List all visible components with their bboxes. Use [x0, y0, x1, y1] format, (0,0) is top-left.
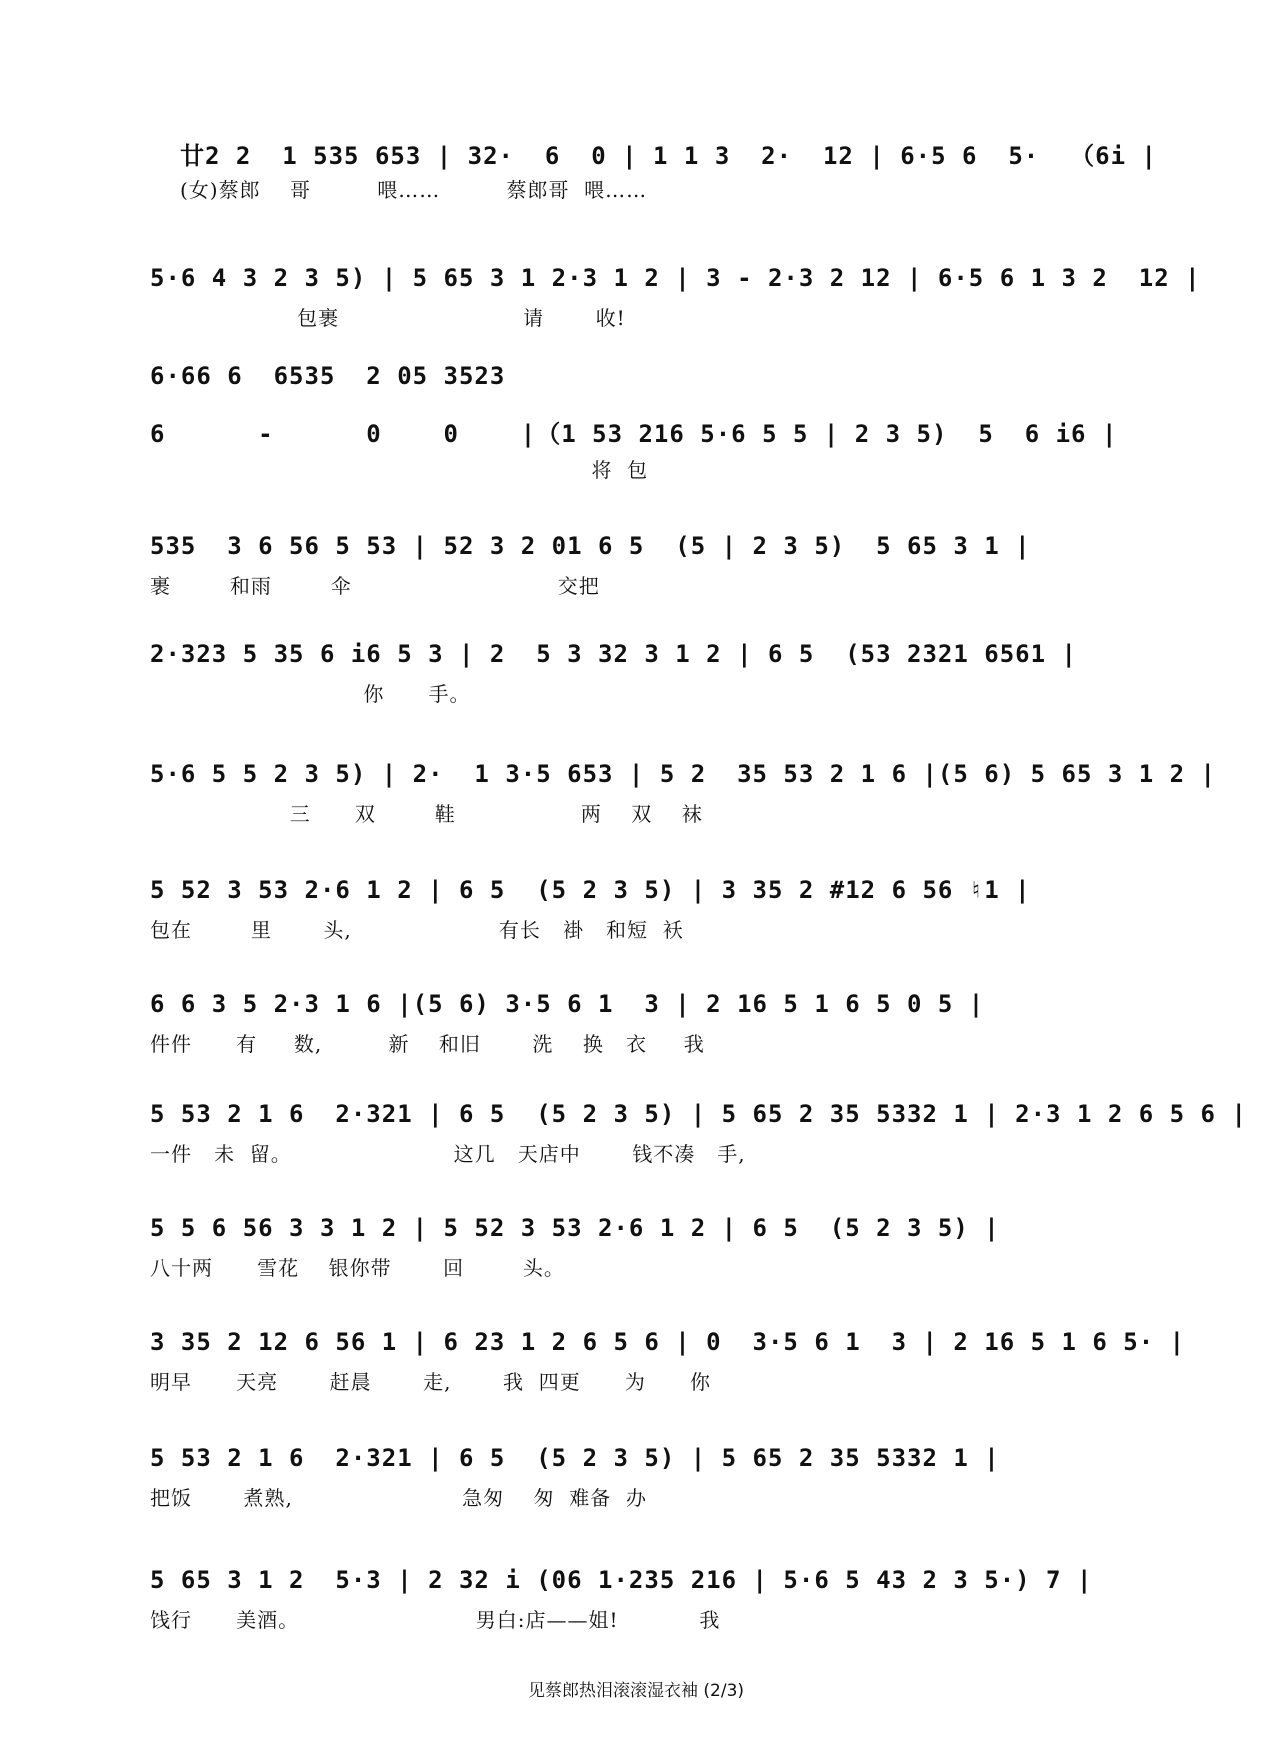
notes-line: 3 35 2 12 6 56 1 | 6 23 1 2 6 5 6 | 0 3·5 6 1 3 | 2 16 5 1 6 5· |	[150, 1328, 1186, 1356]
notes-line: 2·323 5 35 6 i6 5 3 | 2 5 3 32 3 1 2 | 6 5 (53 2321 6561 |	[150, 640, 1077, 668]
notes-line-upper: 6·66 6 6535 2 05 3523	[150, 362, 506, 390]
notes-line: 6 6 3 5 2·3 1 6 |(5 6) 3·5 6 1 3 | 2 16 5 1 6 5 0 5 |	[150, 990, 985, 1018]
lyrics-line: 明早 天亮 赶晨 走, 我 四更 为 你	[150, 1370, 712, 1394]
lyrics-line: 裹 和雨 伞 交把	[150, 574, 600, 598]
lyrics-line: 你 手。	[150, 682, 471, 706]
score-system-1	[180, 136, 1160, 216]
lyrics-line: (女)蔡郎 哥 喂…… 蔡郎哥 喂……	[180, 178, 648, 202]
score-system-9	[150, 1100, 1247, 1180]
score-system-2	[150, 264, 1201, 344]
lyrics-line: 包裹 请 收!	[150, 306, 626, 330]
lyrics-line: 将 包	[150, 458, 649, 482]
score-system-8	[150, 990, 1130, 1070]
notes-line: 5·6 4 3 2 3 5) | 5 65 3 1 2·3 1 2 | 3 - 2·3 2 12 | 6·5 6 1 3 2 12 |	[150, 264, 1201, 292]
notes-line-lower: 6 - 0 0 |（1 53 216 5·6 5 5 | 2 3 5) 5 6 i6 |	[150, 420, 1118, 448]
score-system-6	[150, 760, 1216, 840]
lyrics-line: 八十两 雪花 银你带 回 头。	[150, 1256, 565, 1280]
lyrics-line: 饯行 美酒。 男白:店——姐! 我	[150, 1608, 721, 1632]
lyrics-line: 把饭 煮熟, 急匆 匆 难备 办	[150, 1486, 647, 1510]
score-system-7	[150, 876, 1130, 956]
notes-line: 5 5 6 56 3 3 1 2 | 5 52 3 53 2·6 1 2 | 6 5 (5 2 3 5) |	[150, 1214, 1000, 1242]
notes-line: 廿2 2 1 535 653 | 32· 6 0 | 1 1 3 2· 12 | 6·5 6 5· （6i |	[180, 142, 1157, 170]
page-footer: 见蔡郎热泪滚滚湿衣袖 (2/3)	[527, 1681, 745, 1701]
lyrics-line: 一件 未 留。 这几 天店中 钱不凑 手,	[150, 1142, 746, 1166]
score-system-12	[150, 1444, 1130, 1524]
score-system-13	[150, 1566, 1130, 1646]
lyrics-line: 件件 有 数, 新 和旧 洗 换 衣 我	[150, 1032, 705, 1056]
notes-line: 535 3 6 56 5 53 | 52 3 2 01 6 5 (5 | 2 3 5) 5 65 3 1 |	[150, 532, 1031, 560]
score-system-3	[150, 362, 1130, 482]
score-system-5	[150, 640, 1130, 720]
score-system-10	[150, 1214, 1130, 1294]
notes-line: 5 52 3 53 2·6 1 2 | 6 5 (5 2 3 5) | 3 35 2 #12 6 56 ♮1 |	[150, 876, 1031, 904]
notes-line: 5·6 5 5 2 3 5) | 2· 1 3·5 653 | 5 2 35 53 2 1 6 |(5 6) 5 65 3 1 2 |	[150, 760, 1216, 788]
lyrics-line: 包在 里 头, 有长 褂 和短 袄	[150, 918, 684, 942]
score-system-4	[150, 532, 1130, 612]
notes-line: 5 65 3 1 2 5·3 | 2 32 i (06 1·235 216 | 5·6 5 43 2 3 5·) 7 |	[150, 1566, 1093, 1594]
notes-line: 5 53 2 1 6 2·321 | 6 5 (5 2 3 5) | 5 65 2 35 5332 1 |	[150, 1444, 1000, 1472]
score-system-11	[150, 1328, 1186, 1408]
notes-line: 5 53 2 1 6 2·321 | 6 5 (5 2 3 5) | 5 65 2 35 5332 1 | 2·3 1 2 6 5 6 |	[150, 1100, 1247, 1128]
lyrics-line: 三 双 鞋 两 双 袜	[150, 802, 703, 826]
